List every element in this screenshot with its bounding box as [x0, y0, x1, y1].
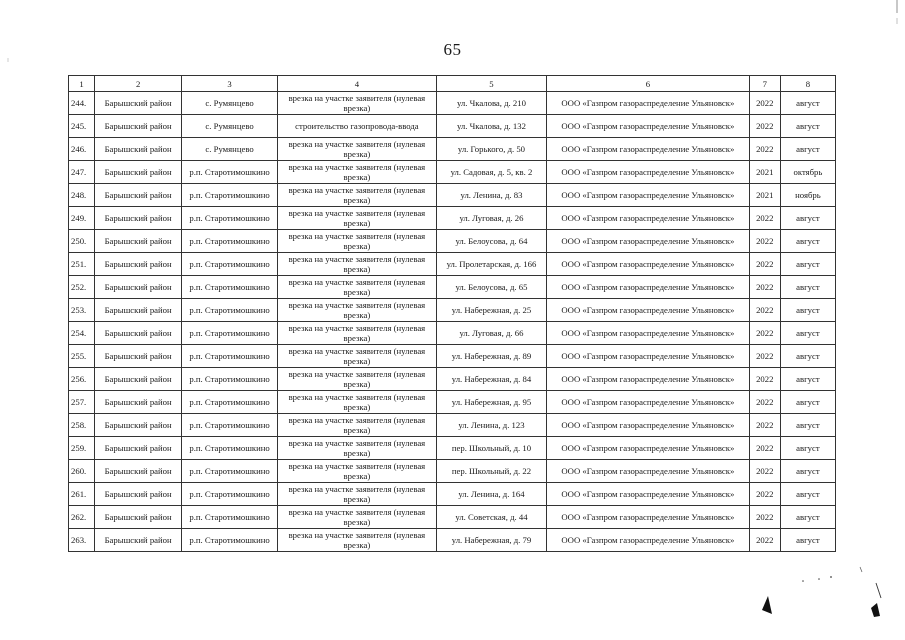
month-cell: август	[780, 460, 835, 483]
district-cell: Барышский район	[94, 184, 181, 207]
year-cell: 2022	[749, 345, 780, 368]
settlement-cell: р.п. Старотимошкино	[182, 483, 278, 506]
row-number: 249.	[69, 207, 95, 230]
settlement-cell: р.п. Старотимошкино	[182, 345, 278, 368]
organization-cell: ООО «Газпром газораспределение Ульяновск»	[547, 138, 750, 161]
district-cell: Барышский район	[94, 230, 181, 253]
table-row	[69, 92, 836, 115]
settlement-cell: р.п. Старотимошкино	[182, 184, 278, 207]
year-cell: 2022	[749, 460, 780, 483]
district-cell: Барышский район	[94, 299, 181, 322]
month-cell: август	[780, 529, 835, 552]
organization-cell: ООО «Газпром газораспределение Ульяновск»	[547, 184, 750, 207]
district-cell: Барышский район	[94, 368, 181, 391]
work-type-cell: врезка на участке заявителя (нулевая врезка)	[277, 414, 436, 437]
settlement-cell: р.п. Старотимошкино	[182, 207, 278, 230]
district-cell: Барышский район	[94, 115, 181, 138]
organization-cell: ООО «Газпром газораспределение Ульяновск»	[547, 161, 750, 184]
month-cell: август	[780, 207, 835, 230]
address-cell: ул. Белоусова, д. 65	[436, 276, 546, 299]
settlement-cell: р.п. Старотимошкино	[182, 391, 278, 414]
column-header: 4	[277, 76, 436, 92]
table-row	[69, 253, 836, 276]
table-row	[69, 460, 836, 483]
row-number: 255.	[69, 345, 95, 368]
table-row	[69, 138, 836, 161]
settlement-cell: р.п. Старотимошкино	[182, 368, 278, 391]
table-row	[69, 184, 836, 207]
organization-cell: ООО «Газпром газораспределение Ульяновск»	[547, 460, 750, 483]
organization-cell: ООО «Газпром газораспределение Ульяновск»	[547, 276, 750, 299]
month-cell: август	[780, 345, 835, 368]
month-cell: август	[780, 299, 835, 322]
year-cell: 2022	[749, 230, 780, 253]
table-row	[69, 529, 836, 552]
month-cell: ноябрь	[780, 184, 835, 207]
table-row	[69, 207, 836, 230]
district-cell: Барышский район	[94, 161, 181, 184]
address-cell: пер. Школьный, д. 10	[436, 437, 546, 460]
organization-cell: ООО «Газпром газораспределение Ульяновск»	[547, 345, 750, 368]
month-cell: октябрь	[780, 161, 835, 184]
work-type-cell: врезка на участке заявителя (нулевая врезка)	[277, 391, 436, 414]
table-row	[69, 368, 836, 391]
district-cell: Барышский район	[94, 506, 181, 529]
year-cell: 2022	[749, 529, 780, 552]
row-number: 246.	[69, 138, 95, 161]
table-row	[69, 414, 836, 437]
district-cell: Барышский район	[94, 276, 181, 299]
address-cell: ул. Ленина, д. 123	[436, 414, 546, 437]
work-type-cell: врезка на участке заявителя (нулевая врезка)	[277, 230, 436, 253]
work-type-cell: врезка на участке заявителя (нулевая врезка)	[277, 483, 436, 506]
address-cell: ул. Белоусова, д. 64	[436, 230, 546, 253]
table-row	[69, 483, 836, 506]
table-row	[69, 322, 836, 345]
district-cell: Барышский район	[94, 138, 181, 161]
year-cell: 2022	[749, 437, 780, 460]
month-cell: август	[780, 368, 835, 391]
row-number: 260.	[69, 460, 95, 483]
table-row	[69, 161, 836, 184]
month-cell: август	[780, 414, 835, 437]
row-number: 259.	[69, 437, 95, 460]
month-cell: август	[780, 506, 835, 529]
organization-cell: ООО «Газпром газораспределение Ульяновск»	[547, 483, 750, 506]
work-type-cell: врезка на участке заявителя (нулевая врезка)	[277, 322, 436, 345]
row-number: 245.	[69, 115, 95, 138]
year-cell: 2022	[749, 207, 780, 230]
organization-cell: ООО «Газпром газораспределение Ульяновск»	[547, 322, 750, 345]
district-cell: Барышский район	[94, 345, 181, 368]
year-cell: 2021	[749, 184, 780, 207]
year-cell: 2022	[749, 138, 780, 161]
row-number: 256.	[69, 368, 95, 391]
year-cell: 2022	[749, 92, 780, 115]
district-cell: Барышский район	[94, 391, 181, 414]
table-row	[69, 345, 836, 368]
month-cell: август	[780, 276, 835, 299]
settlement-cell: р.п. Старотимошкино	[182, 414, 278, 437]
settlement-cell: р.п. Старотимошкино	[182, 230, 278, 253]
organization-cell: ООО «Газпром газораспределение Ульяновск»	[547, 368, 750, 391]
address-cell: пер. Школьный, д. 22	[436, 460, 546, 483]
address-cell: ул. Чкалова, д. 210	[436, 92, 546, 115]
month-cell: август	[780, 483, 835, 506]
table-row	[69, 299, 836, 322]
address-cell: ул. Советская, д. 44	[436, 506, 546, 529]
settlement-cell: р.п. Старотимошкино	[182, 322, 278, 345]
organization-cell: ООО «Газпром газораспределение Ульяновск»	[547, 230, 750, 253]
work-type-cell: врезка на участке заявителя (нулевая врезка)	[277, 276, 436, 299]
month-cell: август	[780, 138, 835, 161]
district-cell: Барышский район	[94, 207, 181, 230]
row-number: 254.	[69, 322, 95, 345]
settlement-cell: р.п. Старотимошкино	[182, 276, 278, 299]
organization-cell: ООО «Газпром газораспределение Ульяновск»	[547, 506, 750, 529]
work-type-cell: строительство газопровода-ввода	[277, 115, 436, 138]
month-cell: август	[780, 115, 835, 138]
month-cell: август	[780, 230, 835, 253]
district-cell: Барышский район	[94, 460, 181, 483]
address-cell: ул. Ленина, д. 164	[436, 483, 546, 506]
row-number: 247.	[69, 161, 95, 184]
row-number: 244.	[69, 92, 95, 115]
column-header: 5	[436, 76, 546, 92]
page-number: 65	[443, 40, 462, 59]
column-header: 6	[547, 76, 750, 92]
row-number: 258.	[69, 414, 95, 437]
address-cell: ул. Луговая, д. 66	[436, 322, 546, 345]
year-cell: 2022	[749, 322, 780, 345]
year-cell: 2022	[749, 299, 780, 322]
column-header: 3	[182, 76, 278, 92]
work-type-cell: врезка на участке заявителя (нулевая врезка)	[277, 345, 436, 368]
table-header	[69, 76, 836, 92]
column-header: 1	[69, 76, 95, 92]
district-cell: Барышский район	[94, 92, 181, 115]
year-cell: 2022	[749, 253, 780, 276]
row-number: 248.	[69, 184, 95, 207]
address-cell: ул. Набережная, д. 79	[436, 529, 546, 552]
organization-cell: ООО «Газпром газораспределение Ульяновск»	[547, 391, 750, 414]
organization-cell: ООО «Газпром газораспределение Ульяновск»	[547, 299, 750, 322]
year-cell: 2022	[749, 115, 780, 138]
year-cell: 2022	[749, 368, 780, 391]
district-cell: Барышский район	[94, 322, 181, 345]
work-type-cell: врезка на участке заявителя (нулевая врезка)	[277, 184, 436, 207]
organization-cell: ООО «Газпром газораспределение Ульяновск»	[547, 92, 750, 115]
work-type-cell: врезка на участке заявителя (нулевая врезка)	[277, 437, 436, 460]
settlement-cell: с. Румянцево	[182, 115, 278, 138]
row-number: 257.	[69, 391, 95, 414]
table-row	[69, 506, 836, 529]
address-cell: ул. Набережная, д. 25	[436, 299, 546, 322]
settlement-cell: р.п. Старотимошкино	[182, 506, 278, 529]
settlement-cell: р.п. Старотимошкино	[182, 460, 278, 483]
work-type-cell: врезка на участке заявителя (нулевая врезка)	[277, 460, 436, 483]
organization-cell: ООО «Газпром газораспределение Ульяновск»	[547, 437, 750, 460]
column-header: 8	[780, 76, 835, 92]
district-cell: Барышский район	[94, 483, 181, 506]
month-cell: август	[780, 391, 835, 414]
district-cell: Барышский район	[94, 529, 181, 552]
work-type-cell: врезка на участке заявителя (нулевая врезка)	[277, 299, 436, 322]
table-row	[69, 437, 836, 460]
year-cell: 2022	[749, 391, 780, 414]
district-cell: Барышский район	[94, 253, 181, 276]
row-number: 253.	[69, 299, 95, 322]
settlement-cell: с. Румянцево	[182, 92, 278, 115]
work-type-cell: врезка на участке заявителя (нулевая врезка)	[277, 529, 436, 552]
header-row	[69, 76, 836, 92]
row-number: 263.	[69, 529, 95, 552]
address-cell: ул. Набережная, д. 89	[436, 345, 546, 368]
year-cell: 2022	[749, 414, 780, 437]
address-cell: ул. Пролетарская, д. 166	[436, 253, 546, 276]
year-cell: 2022	[749, 276, 780, 299]
address-cell: ул. Набережная, д. 84	[436, 368, 546, 391]
work-type-cell: врезка на участке заявителя (нулевая врезка)	[277, 506, 436, 529]
district-cell: Барышский район	[94, 437, 181, 460]
table-row	[69, 276, 836, 299]
address-cell: ул. Садовая, д. 5, кв. 2	[436, 161, 546, 184]
row-number: 250.	[69, 230, 95, 253]
register-table	[68, 75, 836, 552]
work-type-cell: врезка на участке заявителя (нулевая врезка)	[277, 368, 436, 391]
address-cell: ул. Луговая, д. 26	[436, 207, 546, 230]
work-type-cell: врезка на участке заявителя (нулевая врезка)	[277, 161, 436, 184]
organization-cell: ООО «Газпром газораспределение Ульяновск»	[547, 115, 750, 138]
month-cell: август	[780, 92, 835, 115]
organization-cell: ООО «Газпром газораспределение Ульяновск»	[547, 529, 750, 552]
address-cell: ул. Горького, д. 50	[436, 138, 546, 161]
settlement-cell: р.п. Старотимошкино	[182, 437, 278, 460]
row-number: 252.	[69, 276, 95, 299]
settlement-cell: р.п. Старотимошкино	[182, 161, 278, 184]
table-row	[69, 115, 836, 138]
work-type-cell: врезка на участке заявителя (нулевая врезка)	[277, 253, 436, 276]
district-cell: Барышский район	[94, 414, 181, 437]
organization-cell: ООО «Газпром газораспределение Ульяновск»	[547, 253, 750, 276]
table-row	[69, 230, 836, 253]
settlement-cell: р.п. Старотимошкино	[182, 299, 278, 322]
address-cell: ул. Чкалова, д. 132	[436, 115, 546, 138]
month-cell: август	[780, 437, 835, 460]
month-cell: август	[780, 253, 835, 276]
year-cell: 2022	[749, 483, 780, 506]
row-number: 261.	[69, 483, 95, 506]
column-header: 2	[94, 76, 181, 92]
work-type-cell: врезка на участке заявителя (нулевая врезка)	[277, 138, 436, 161]
settlement-cell: р.п. Старотимошкино	[182, 529, 278, 552]
address-cell: ул. Набережная, д. 95	[436, 391, 546, 414]
address-cell: ул. Ленина, д. 83	[436, 184, 546, 207]
row-number: 251.	[69, 253, 95, 276]
year-cell: 2022	[749, 506, 780, 529]
work-type-cell: врезка на участке заявителя (нулевая врезка)	[277, 207, 436, 230]
organization-cell: ООО «Газпром газораспределение Ульяновск»	[547, 207, 750, 230]
table-body	[69, 92, 836, 552]
work-type-cell: врезка на участке заявителя (нулевая врезка)	[277, 92, 436, 115]
table-row	[69, 391, 836, 414]
month-cell: август	[780, 322, 835, 345]
row-number: 262.	[69, 506, 95, 529]
settlement-cell: с. Румянцево	[182, 138, 278, 161]
year-cell: 2021	[749, 161, 780, 184]
organization-cell: ООО «Газпром газораспределение Ульяновск»	[547, 414, 750, 437]
column-header: 7	[749, 76, 780, 92]
settlement-cell: р.п. Старотимошкино	[182, 253, 278, 276]
